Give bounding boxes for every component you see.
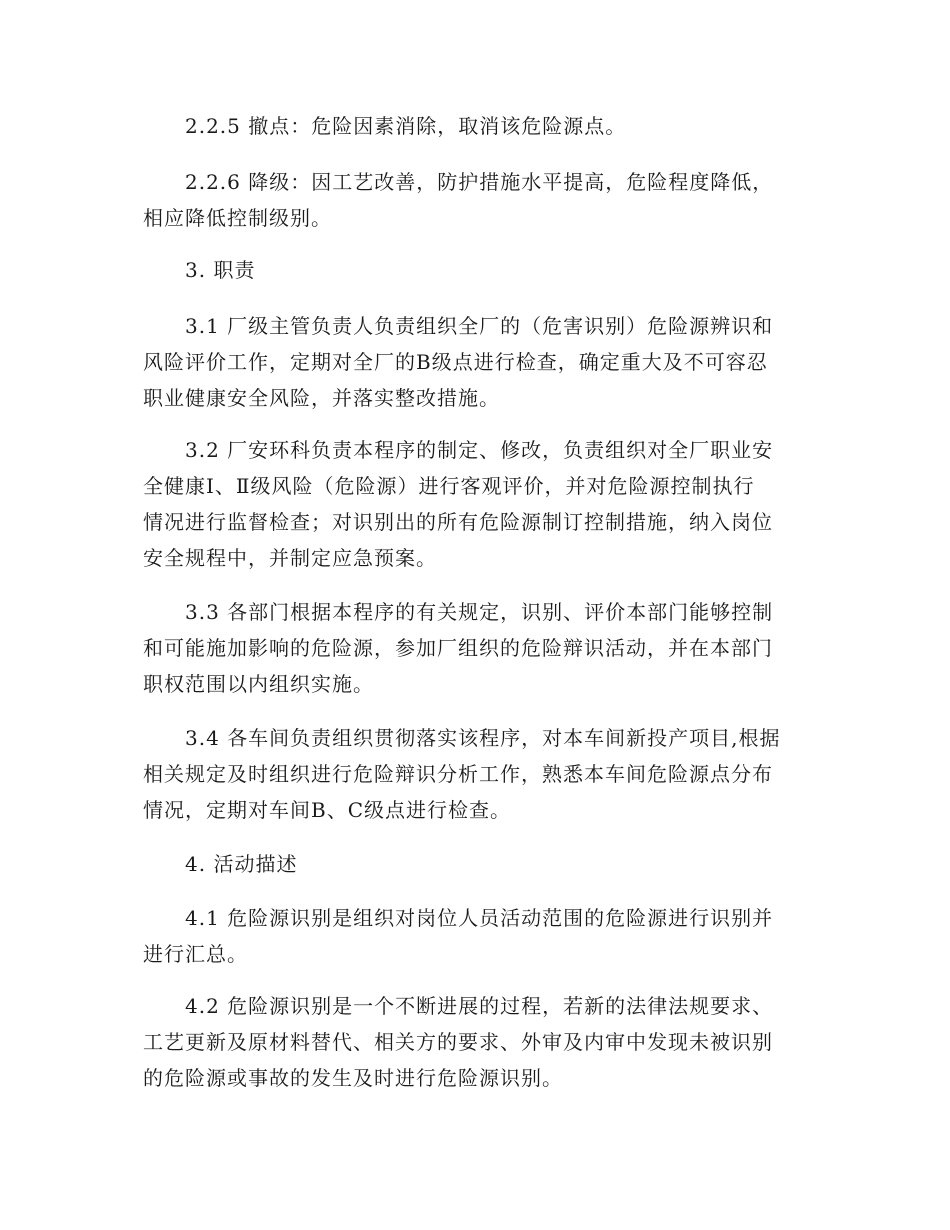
text-line: 职权范围以内组织实施。 [143, 672, 374, 696]
text-line: 情况，定期对车间B、C级点进行检查。 [143, 798, 511, 822]
text-line: 和可能施加影响的危险源，参加厂组织的危险辩识活动，并在本部门 [143, 636, 773, 660]
text-line: 工艺更新及原材料替代、相关方的要求、外审及内审中发现未被识别 [143, 1030, 773, 1054]
text-line: 的危险源或事故的发生及时进行危险源识别。 [143, 1066, 563, 1090]
text-line: 4.1 危险源识别是组织对岗位人员活动范围的危险源进行识别并 [185, 906, 774, 930]
text-line: 3.1 厂级主管负责人负责组织全厂的（危害识别）危险源辨识和 [185, 314, 774, 338]
section-heading-4 [143, 846, 808, 882]
section-heading: 4. 活动描述 [185, 852, 298, 876]
paragraph-4-2 [143, 988, 808, 1096]
text-line: 相应降低控制级别。 [143, 206, 332, 230]
text-line: 2.2.6 降级：因工艺改善，防护措施水平提高，危险程度降低， [185, 170, 774, 194]
text-line: 3.2 厂安环科负责本程序的制定、修改，负责组织对全厂职业安 [185, 438, 774, 462]
paragraph-3-2 [143, 432, 808, 576]
text-line: 安全规程中，并制定应急预案。 [143, 546, 437, 570]
section-heading: 3. 职责 [185, 258, 256, 282]
text-line: 职业健康安全风险，并落实整改措施。 [143, 386, 500, 410]
text-line: 3.3 各部门根据本程序的有关规定，识别、评价本部门能够控制 [185, 600, 774, 624]
paragraph-4-1 [143, 900, 808, 972]
paragraph-3-1 [143, 308, 808, 416]
section-heading-3 [143, 252, 808, 288]
text-line: 全健康Ⅰ、Ⅱ级风险（危险源）进行客观评价，并对危险源控制执行 [143, 474, 755, 498]
paragraph-2-2-5 [143, 108, 808, 144]
paragraph-2-2-6 [143, 164, 808, 236]
paragraph-3-4 [143, 720, 808, 828]
text-line: 风险评价工作，定期对全厂的B级点进行检查，确定重大及不可容忍 [143, 350, 768, 374]
text-line: 进行汇总。 [143, 942, 248, 966]
text-line: 3.4 各车间负责组织贯彻落实该程序，对本车间新投产项目,根据 [185, 726, 781, 750]
text-line: 2.2.5 撤点：危险因素消除，取消该危险源点。 [185, 114, 627, 138]
text-line: 情况进行监督检查；对识别出的所有危险源制订控制措施，纳入岗位 [143, 510, 773, 534]
paragraph-3-3 [143, 594, 808, 702]
text-line: 4.2 危险源识别是一个不断进展的过程，若新的法律法规要求、 [185, 994, 774, 1018]
text-line: 相关规定及时组织进行危险辩识分析工作，熟悉本车间危险源点分布 [143, 762, 773, 786]
